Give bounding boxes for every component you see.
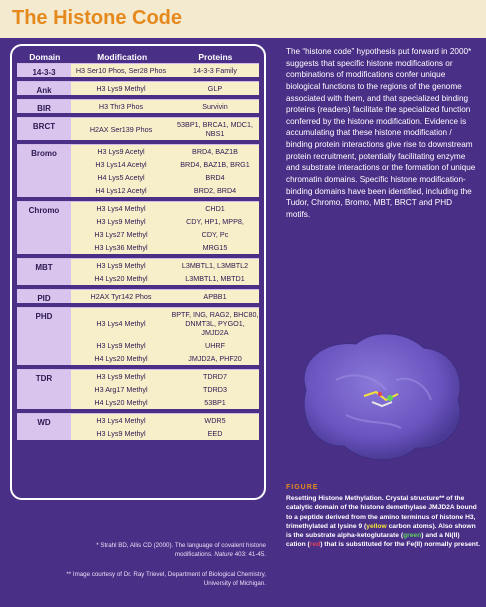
- proteins-cell: APBB1: [203, 292, 227, 301]
- domain-rows: [71, 202, 259, 254]
- table-row: [71, 100, 259, 113]
- modification-cell: H4 Lys12 Acetyl: [95, 186, 147, 195]
- proteins-cell: GLP: [207, 84, 223, 93]
- modification-cell: H3 Lys9 Methyl: [96, 261, 146, 270]
- proteins-cell: BRD4, BAZ1B: [192, 147, 238, 156]
- domain-rows: [71, 414, 259, 440]
- proteins-cell: EED: [207, 429, 223, 438]
- domain-group: [17, 117, 259, 140]
- figure-label: FIGURE: [286, 484, 319, 491]
- table-row: [71, 171, 259, 184]
- domain-rows: [71, 64, 259, 77]
- proteins-cell: CHD1: [205, 204, 225, 213]
- table-row: [71, 215, 259, 228]
- domain-group: [17, 369, 259, 409]
- domain-rows: [71, 100, 259, 113]
- table-body: [17, 63, 259, 440]
- modification-cell: H4 Lys20 Methyl: [94, 398, 148, 407]
- proteins-cell: L3MBTL1, MBTD1: [185, 274, 245, 283]
- histone-table: [10, 44, 266, 500]
- header-domain: Domain: [29, 51, 61, 62]
- domain-group: [17, 307, 259, 365]
- table-row: [71, 339, 259, 352]
- table-row: [71, 427, 259, 440]
- table-row: [71, 383, 259, 396]
- modification-cell: H3 Lys9 Methyl: [96, 372, 146, 381]
- caption-yellow: yellow: [366, 522, 387, 530]
- header-proteins: Proteins: [198, 51, 233, 62]
- domain-group: [17, 289, 259, 303]
- proteins-cell: BRD4, BAZ1B, BRG1: [180, 160, 250, 169]
- domain-group: [17, 413, 259, 440]
- table-row: [71, 145, 259, 158]
- proteins-cell: UHRF: [205, 341, 225, 350]
- domain-rows: [71, 82, 259, 95]
- table-row: [71, 396, 259, 409]
- proteins-cell: TDRD3: [203, 385, 227, 394]
- proteins-cell: 53BP1: [204, 398, 226, 407]
- modification-cell: H3 Lys4 Methyl: [96, 204, 146, 213]
- image-credit: ** Image courtesy of Dr. Ray Trievel, Department of Biological Chemistry, University of Michigan.: [66, 571, 266, 587]
- domain-cell: TDR: [17, 370, 71, 409]
- modification-cell: H4 Lys20 Methyl: [94, 354, 148, 363]
- reference-footnote: [66, 542, 266, 560]
- caption-part-d: ) that is substituted for the Fe(II) normally present.: [320, 541, 480, 549]
- modification-cell: H3 Lys14 Acetyl: [95, 160, 147, 169]
- table-header: [17, 50, 259, 63]
- proteins-cell: 53BP1, BRCA1, MDC1, NBS1: [177, 120, 253, 138]
- proteins-cell: L3MBTL1, L3MBTL2: [181, 261, 249, 270]
- modification-cell: H3 Lys4 Methyl: [96, 319, 146, 328]
- table-row: [71, 64, 259, 77]
- domain-rows: [71, 308, 259, 365]
- domain-rows: [71, 370, 259, 409]
- modification-cell: H3 Lys36 Methyl: [94, 243, 148, 252]
- domain-group: [17, 63, 259, 77]
- reference-text: * Strahl BD, Allis CD (2000). The language of covalent histone modifications.: [96, 542, 266, 558]
- domain-cell: Chromo: [17, 202, 71, 254]
- domain-cell: 14-3-3: [17, 64, 71, 77]
- table-row: [71, 241, 259, 254]
- domain-rows: [71, 145, 259, 197]
- header-modification: Modification: [97, 51, 148, 62]
- table-row: [71, 82, 259, 95]
- domain-cell: Ank: [17, 82, 71, 95]
- modification-cell: H4 Lys20 Methyl: [94, 274, 148, 283]
- domain-group: [17, 81, 259, 95]
- table-row: [71, 184, 259, 197]
- table-row: [71, 228, 259, 241]
- caption-red: red: [309, 541, 321, 549]
- domain-cell: BIR: [17, 100, 71, 113]
- modification-cell: H3 Lys9 Methyl: [96, 341, 146, 350]
- domain-group: [17, 258, 259, 285]
- table-row: [71, 202, 259, 215]
- domain-rows: [71, 118, 259, 140]
- proteins-cell: BRD4: [205, 173, 225, 182]
- protein-structure-image: [286, 320, 476, 472]
- intro-paragraph: The “histone code” hypothesis put forward in 2000* suggests that specific histone modifications or combinations of modifications confer unique biological functions to the regions of the genome associated with them, and that specialized binding proteins (readers) facilitate the specialized function conferred by the histone modification. Evidence is accumulating that these histone modification / binding protein interactions give rise to downstream protein recruitment, potentially facilitating enzyme and substrate interactions or the formation of unique chromatin domains. Specific histone modification-binding domains have been identified, including the Tudor, Chromo, Bromo, MBT, BRCT and PHD motifs.: [286, 47, 476, 219]
- table-row: [71, 290, 259, 303]
- domain-group: [17, 144, 259, 197]
- modification-cell: H3 Lys9 Methyl: [96, 429, 146, 438]
- caption-part-b: carbon atoms). Also shown is the substrate alpha-ketoglutarate (: [286, 522, 476, 539]
- domain-cell: WD: [17, 414, 71, 440]
- domain-cell: BRCT: [17, 118, 71, 140]
- modification-cell: H3 Lys9 Methyl: [96, 84, 146, 93]
- page-title: The Histone Code: [12, 7, 183, 29]
- modification-cell: H2AX Ser139 Phos: [89, 124, 153, 134]
- proteins-cell: WDR5: [204, 416, 226, 425]
- reference-volume: 403: 41-45.: [232, 550, 266, 558]
- proteins-cell: JMJD2A, PHF20: [188, 354, 242, 363]
- proteins-cell: CDY, Pc: [201, 230, 229, 239]
- domain-group: [17, 201, 259, 254]
- table-row: [71, 158, 259, 171]
- caption-green: green: [403, 532, 422, 539]
- proteins-cell: Survivin: [202, 102, 228, 111]
- modification-cell: H2AX Tyr142 Phos: [90, 292, 152, 301]
- protein-surface-graphic: [286, 320, 476, 472]
- caption-part-a: Resetting Histone Methylation. Crystal structure** of the catalytic domain of the histone demethylase JMJD2A bound to a peptide derived from the amino terminus of histone H3, trimethylated at lysine 9 (: [286, 495, 477, 530]
- table-row: [71, 308, 259, 339]
- modification-cell: H3 Ser10 Phos, Ser28 Phos: [75, 66, 167, 75]
- domain-rows: [71, 290, 259, 303]
- table-row: [71, 118, 259, 140]
- table-row: [71, 414, 259, 427]
- table-row: [71, 272, 259, 285]
- table-row: [71, 352, 259, 365]
- proteins-cell: TDRD7: [203, 372, 227, 381]
- proteins-cell: BRD2, BRD4: [193, 186, 237, 195]
- table-row: [71, 370, 259, 383]
- figure-caption: [286, 494, 480, 550]
- proteins-cell: BPTF, ING, RAG2, BHC80, DNMT3L, PYGO1, JMJD2A: [171, 310, 259, 337]
- domain-group: [17, 99, 259, 113]
- modification-cell: H4 Lys5 Acetyl: [97, 173, 145, 182]
- modification-cell: H3 Lys4 Methyl: [96, 416, 146, 425]
- caption-part-c: ) and a Ni(II) cation (: [286, 532, 460, 549]
- domain-cell: MBT: [17, 259, 71, 285]
- modification-cell: H3 Lys9 Acetyl: [97, 147, 145, 156]
- reference-journal: Nature: [214, 550, 233, 558]
- modification-cell: H3 Thr3 Phos: [98, 102, 144, 111]
- domain-rows: [71, 259, 259, 285]
- modification-cell: H3 Lys9 Methyl: [96, 217, 146, 226]
- proteins-cell: 14-3-3 Family: [193, 66, 237, 75]
- proteins-cell: CDY, HP1, MPP8,: [186, 217, 244, 226]
- domain-cell: PID: [17, 290, 71, 303]
- domain-cell: PHD: [17, 308, 71, 365]
- modification-cell: H3 Lys27 Methyl: [94, 230, 148, 239]
- table-row: [71, 259, 259, 272]
- proteins-cell: MRG15: [202, 243, 228, 252]
- modification-cell: H3 Arg17 Methyl: [94, 385, 148, 394]
- domain-cell: Bromo: [17, 145, 71, 197]
